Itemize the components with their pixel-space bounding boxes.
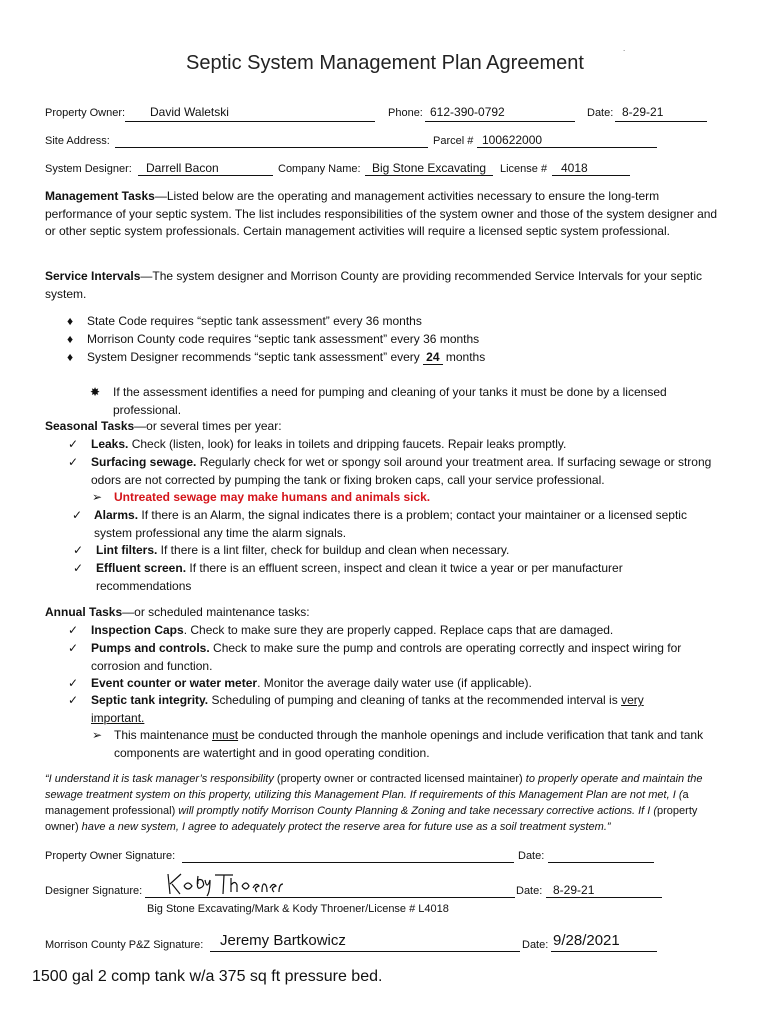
county-signature[interactable]: Jeremy Bartkowicz bbox=[220, 932, 346, 949]
checkmark-icon: ✓ bbox=[68, 437, 79, 451]
owner-date-line[interactable] bbox=[548, 862, 654, 863]
diamond-bullet-icon: ♦ bbox=[67, 314, 74, 328]
annual-item-pumps: ✓ Pumps and controls. Check to make sure the pump and controls are operating correctly and inspect wiring for corrosion and function. bbox=[68, 641, 682, 673]
parcel-label: Parcel # bbox=[433, 135, 474, 147]
footer-note: 1500 gal 2 comp tank w/a 375 sq ft pressure bed. bbox=[32, 968, 383, 985]
annual-maintenance-note: ➢ This maintenance must be conducted through the manhole openings and include verification that tank and tank components are watertight and in good operating condition. bbox=[92, 728, 704, 760]
designer-value[interactable]: Darrell Bacon bbox=[146, 161, 219, 175]
company-label: Company Name: bbox=[278, 163, 361, 175]
designer-date-label: Date: bbox=[516, 885, 543, 897]
designer-date-value[interactable]: 8-29-21 bbox=[553, 883, 595, 897]
license-value[interactable]: 4018 bbox=[561, 161, 588, 175]
page-title: Septic System Management Plan Agreement bbox=[186, 52, 584, 74]
annual-item-meter: ✓ Event counter or water meter. Monitor the average daily water use (if applicable). bbox=[68, 675, 728, 693]
checkmark-icon: ✓ bbox=[68, 693, 79, 707]
seasonal-heading: Seasonal Tasks bbox=[45, 419, 135, 433]
phone-value[interactable]: 612-390-0792 bbox=[430, 105, 505, 119]
owner-statement: “I understand it is task manager’s responsibility (property owner or contracted licensed maintainer) to properly operate and maintain the sewage treatment system on this property, utilizing this Management Plan. If requirements of this Management Plan are not met, I (a management professional) will promptly notify Morrison County Planning & Zoning and take necessary corrective actions. If I (property owner) have a new system, I agree to adequately protect the reserve area for future use as a soil treatment system.” bbox=[45, 773, 703, 833]
county-signature-label: Morrison County P&Z Signature: bbox=[45, 939, 204, 951]
management-heading: Management Tasks bbox=[45, 189, 155, 203]
checkmark-icon: ✓ bbox=[68, 641, 79, 655]
owner-value[interactable]: David Waletski bbox=[150, 105, 229, 119]
owner-signature-label: Property Owner Signature: bbox=[45, 850, 176, 862]
county-date-value[interactable]: 9/28/2021 bbox=[553, 932, 620, 949]
service-text: —The system designer and Morrison County are providing recommended Service Intervals for your septic system. bbox=[45, 269, 702, 301]
seasonal-warning: ➢ Untreated sewage may make humans and animals sick. bbox=[92, 489, 430, 507]
date-value[interactable]: 8-29-21 bbox=[622, 105, 664, 119]
county-date-label: Date: bbox=[522, 939, 549, 951]
owner-line bbox=[125, 121, 375, 122]
service-paragraph bbox=[45, 268, 725, 303]
service-note: ✸ If the assessment identifies a need for pumping and cleaning of your tanks it must be done by a licensed professional. bbox=[90, 385, 667, 417]
diamond-bullet-icon: ♦ bbox=[67, 350, 74, 364]
checkmark-icon: ✓ bbox=[68, 455, 79, 469]
arrow-bullet-icon: ➢ bbox=[92, 490, 103, 504]
designer-months-value[interactable]: 24 bbox=[423, 350, 442, 365]
phone-line bbox=[425, 121, 575, 122]
designer-signature-label: Designer Signature: bbox=[45, 885, 143, 897]
designer-caption: Big Stone Excavating/Mark & Kody Throener/License # L4018 bbox=[147, 903, 449, 915]
checkmark-icon: ✓ bbox=[68, 676, 79, 690]
parcel-line bbox=[477, 147, 657, 148]
arrow-bullet-icon: ➢ bbox=[92, 728, 103, 742]
checkmark-icon: ✓ bbox=[68, 623, 79, 637]
management-paragraph bbox=[45, 188, 725, 241]
checkmark-icon: ✓ bbox=[73, 561, 84, 575]
diamond-bullet-icon: ♦ bbox=[67, 332, 74, 346]
site-line[interactable] bbox=[115, 147, 428, 148]
seasonal-item-lint: ✓ Lint filters. If there is a lint filter, check for buildup and clean when necessary. bbox=[73, 542, 729, 560]
star-bullet-icon: ✸ bbox=[90, 385, 101, 399]
phone-label: Phone: bbox=[388, 107, 423, 119]
company-value[interactable]: Big Stone Excavating bbox=[372, 161, 487, 175]
service-item: ♦ Morrison County code requires “septic tank assessment” every 36 months bbox=[67, 331, 479, 349]
annual-item-caps: ✓ Inspection Caps. Check to make sure they are properly capped. Replace caps that are damaged. bbox=[68, 622, 728, 640]
owner-signature-line[interactable] bbox=[182, 862, 514, 863]
checkmark-icon: ✓ bbox=[72, 508, 83, 522]
seasonal-item-alarms: ✓ Alarms. If there is an Alarm, the signal indicates there is a problem; contact your maintainer or a licensed septic system professional any time the alarm signals. bbox=[72, 508, 687, 540]
owner-date-label: Date: bbox=[518, 850, 545, 862]
seasonal-item-surfacing: ✓ Surfacing sewage. Regularly check for wet or spongy soil around your treatment area. If surfacing sewage or strong odors are not corrected by pumping the tank or fixing broken caps, call your service professional. bbox=[68, 455, 712, 487]
date-line bbox=[615, 121, 707, 122]
months-word: months bbox=[445, 350, 486, 364]
date-label: Date: bbox=[587, 107, 614, 119]
license-line bbox=[552, 175, 630, 176]
service-item: ♦ State Code requires “septic tank assessment” every 36 months bbox=[67, 313, 422, 331]
designer-label: System Designer: bbox=[45, 163, 132, 175]
county-signature-line bbox=[210, 951, 520, 952]
seasonal-item-effluent: ✓ Effluent screen. If there is an effluent screen, inspect and clean it twice a year or per manufacturer recommendations bbox=[73, 561, 623, 593]
designer-signature[interactable] bbox=[165, 870, 290, 903]
county-date-line bbox=[551, 951, 657, 952]
management-text: —Listed below are the operating and management activities necessary to ensure the long-term performance of your septic system. The list includes responsibilities of the system owner and those of the system designer and or other septic system professionals. Certain management activities will require a licensed septic system professional. bbox=[45, 189, 718, 239]
seasonal-item-leaks: ✓ Leaks. Check (listen, look) for leaks in toilets and dripping faucets. Repair leaks promptly. bbox=[68, 436, 728, 454]
checkmark-icon: ✓ bbox=[73, 543, 84, 557]
company-line bbox=[365, 175, 493, 176]
seasonal-heading-line: Seasonal Tasks—or several times per year: bbox=[45, 419, 282, 433]
site-label: Site Address: bbox=[45, 135, 110, 147]
license-label: License # bbox=[500, 163, 548, 175]
corner-dot: . bbox=[623, 44, 626, 53]
annual-heading-line: Annual Tasks—or scheduled maintenance tasks: bbox=[45, 605, 310, 619]
service-item: ♦ System Designer recommends “septic tank assessment” every 24 months bbox=[67, 349, 485, 367]
designer-line bbox=[138, 175, 273, 176]
annual-item-integrity: ✓ Septic tank integrity. Scheduling of pumping and cleaning of tanks at the recommended interval is very important. bbox=[68, 693, 644, 725]
owner-label: Property Owner: bbox=[45, 107, 126, 119]
parcel-value[interactable]: 100622000 bbox=[482, 133, 543, 147]
designer-date-line bbox=[546, 897, 662, 898]
service-heading: Service Intervals bbox=[45, 269, 141, 283]
annual-heading: Annual Tasks bbox=[45, 605, 123, 619]
handwritten-signature-icon bbox=[165, 870, 290, 898]
